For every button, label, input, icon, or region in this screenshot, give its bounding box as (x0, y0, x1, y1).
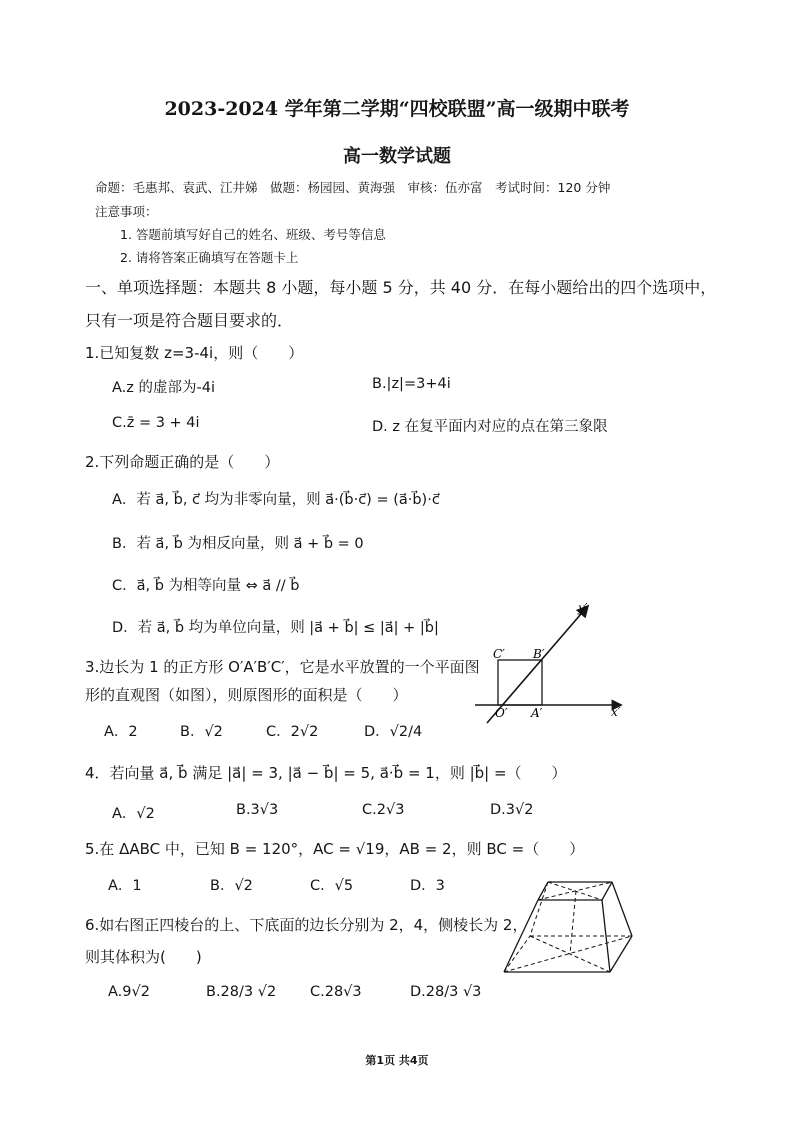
label-o: O′ (495, 706, 508, 720)
question-3-stem-1: 3.边长为 1 的正方形 O′A′B′C′，它是水平放置的一个平面图 (85, 658, 480, 676)
q6-option-b: B.28/3 √2 (206, 984, 277, 1000)
q2-option-a: A．若 a⃗, b⃗, c⃗ 均为非零向量，则 a⃗·(b⃗·c⃗) = (a⃗·b⃗)·c⃗ (112, 492, 440, 508)
q5-option-c: C．√5 (310, 878, 354, 894)
label-a: A′ (531, 706, 543, 720)
q4-option-b: B.3√3 (236, 802, 279, 818)
q1-option-a: A.z 的虚部为-4i (112, 380, 215, 396)
q5-option-a: A．1 (108, 878, 142, 894)
q6-option-c: C.28√3 (310, 984, 362, 1000)
label-y: y′ (578, 601, 588, 615)
q4-option-c: C.2√3 (362, 802, 405, 818)
exam-subtitle: 高一数学试题 (343, 146, 451, 167)
page-footer: 第1页 共4页 (365, 1054, 429, 1067)
question-1-stem: 1.已知复数 z=3-4i，则（ ） (85, 344, 304, 362)
note-item: 2. 请将答案正确填写在答题卡上 (120, 250, 299, 265)
label-c: C′ (493, 647, 505, 661)
label-b: B′ (533, 647, 545, 661)
note-item: 1. 答题前填写好自己的姓名、班级、考号等信息 (120, 227, 386, 242)
section-heading-cont: 只有一项是符合题目要求的． (85, 311, 294, 330)
q4-option-a: A．√2 (112, 806, 155, 822)
q3-option-a: A．2 (104, 724, 138, 740)
q4-option-d: D.3√2 (490, 802, 534, 818)
q1-option-c: C.z̄ = 3 + 4i (112, 415, 200, 431)
q6-option-d: D.28/3 √3 (410, 984, 482, 1000)
question-2-stem: 2.下列命题正确的是（ ） (85, 453, 280, 471)
label-x: x′ (611, 705, 621, 719)
q3-option-d: D．√2/4 (364, 724, 423, 740)
q6-frustum-figure (490, 872, 640, 984)
q3-option-b: B．√2 (180, 724, 223, 740)
q3-option-c: C．2√2 (266, 724, 319, 740)
question-6-stem-1: 6.如右图正四棱台的上、下底面的边长分别为 2，4，侧棱长为 2， (85, 916, 528, 934)
q1-option-b: B.|z|=3+4i (372, 376, 451, 392)
exam-title: 2023-2024 学年第二学期“四校联盟”高一级期中联考 (164, 98, 630, 120)
q1-option-d: D. z 在复平面内对应的点在第三象限 (372, 419, 608, 435)
q2-option-c: C．a⃗, b⃗ 为相等向量 ⇔ a⃗ // b⃗ (112, 578, 300, 594)
q5-option-d: D．3 (410, 878, 445, 894)
q6-option-a: A.9√2 (108, 984, 150, 1000)
q2-option-b: B．若 a⃗, b⃗ 为相反向量，则 a⃗ + b⃗ = 0 (112, 536, 364, 552)
question-5-stem: 5.在 ΔABC 中，已知 B = 120°，AC = √19，AB = 2，则 BC =（ ） (85, 840, 585, 858)
notes-title: 注意事项： (95, 204, 158, 219)
q5-option-b: B．√2 (210, 878, 253, 894)
q2-option-d: D．若 a⃗, b⃗ 均为单位向量，则 |a⃗ + b⃗| ≤ |a⃗| + |b⃗| (112, 620, 439, 636)
question-4-stem: 4．若向量 a⃗, b⃗ 满足 |a⃗| = 3, |a⃗ − b⃗| = 5, a⃗·b⃗ = 1，则 |b⃗| =（ ） (85, 764, 567, 782)
question-3-stem-2: 形的直观图（如图），则原图形的面积是（ ） (85, 686, 408, 704)
section-heading: 一、单项选择题：本题共 8 小题，每小题 5 分，共 40 分．在每小题给出的四个选项中， (85, 278, 717, 297)
question-6-stem-2: 则其体积为( ) (85, 948, 202, 966)
q3-oblique-figure (465, 595, 635, 725)
exam-meta: 命题：毛惠邦、袁武、江井娣 做题：杨园园、黄海强 审核：伍亦富 考试时间：120 分钟 (95, 180, 611, 195)
